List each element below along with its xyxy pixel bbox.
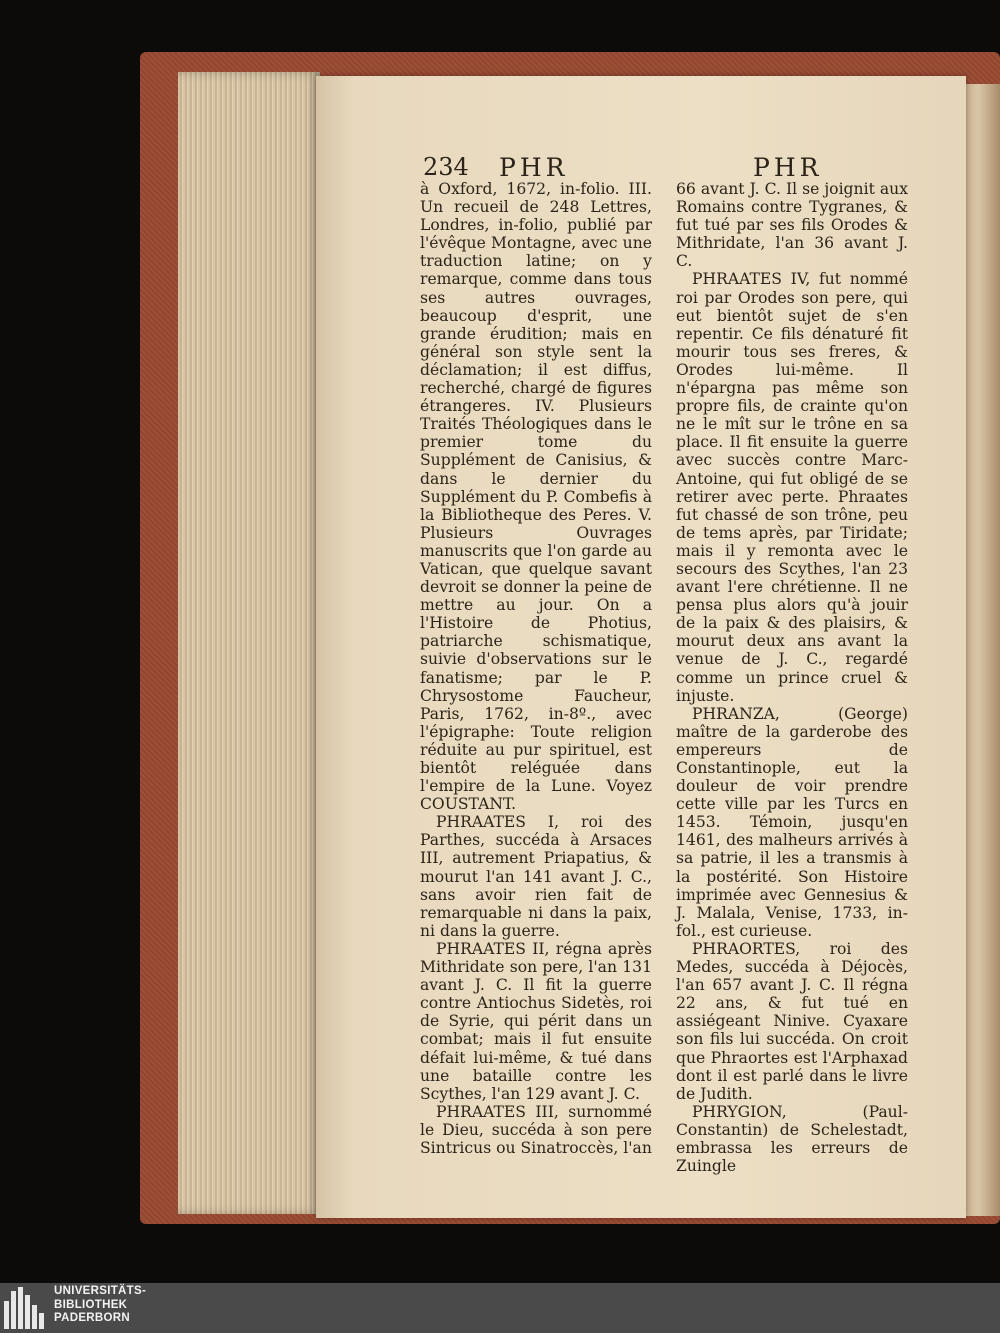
page-block-edge <box>178 72 320 1214</box>
dictionary-entry: PHRAORTES, roi des Medes, succéda à Déjocès, l'an 657 avant J. C. Il régna 22 ans, & fut tué en assiégeant Ninive. Cyaxare son fils lui succéda. On croit que Phraortes est l'Arphaxad dont il est parlé dans le livre de Judith. <box>676 939 908 1103</box>
dictionary-entry: PHRYGION, (Paul-Constantin) de Schelestadt, embrassa les erreurs de Zuingle <box>676 1102 908 1176</box>
running-head-right: PHR <box>753 153 823 182</box>
paragraph: à Oxford, 1672, in-folio. III. Un recueil de 248 Lettres, Londres, in-folio, publié par l'évêque Montagne, avec une traduction latine; on y remarque, comme dans tous ses autres ouvrages, beaucoup d'esprit, une grande érudition; mais en général son style sent la déclamation; il est diffus, recherché, chargé de figures étrangeres. IV. Plusieurs Traités Théologiques dans le premier tome du Supplément de Canisius, & dans le dernier du Supplément du P. Combefis à la Bibliotheque des Peres. V. Plusieurs Ouvrages manuscrits que l'on garde au Vatican, que quelque savant devroit se donner la peine de mettre au jour. On a l'Histoire de Photius, patriarche schismatique, suivie d'observations sur le fanatisme; par le P. Chrysostome Faucheur, Paris, 1762, in-8º., avec l'épigraphe: Toute religion réduite au pur spirituel, est bientôt reléguée dans l'empire de la Lune. Voyez COUSTANT. <box>420 180 652 814</box>
library-footer-bar <box>0 1283 1000 1333</box>
library-name-line: PADERBORN <box>54 1312 130 1324</box>
library-name-line: BIBLIOTHEK <box>54 1298 128 1311</box>
dictionary-entry: PHRAATES I, roi des Parthes, succéda à Arsaces III, autrement Priapatius, & mourut l'an 141 avant J. C., sans avoir rien fait de remarquable ni dans la paix, ni dans la guerre. <box>420 813 652 940</box>
library-name-line: UNIVERSITÄTS- <box>54 1285 147 1297</box>
paragraph: 66 avant J. C. Il se joignit aux Romains contre Tygranes, & fut tué par ses fils Orodes & Mithridate, l'an 36 avant J. C. <box>676 180 908 271</box>
dictionary-entry: PHRAATES II, régna après Mithridate son pere, l'an 131 avant J. C. Il fit la guerre contre Antiochus Sidetès, roi de Syrie, qui périt dans un combat; mais il fut ensuite défait lui-même, & tué dans une bataille contre les Scythes, l'an 129 avant J. C. <box>420 939 652 1103</box>
running-head-left: PHR <box>499 153 569 182</box>
right-text-column <box>676 180 908 1175</box>
dictionary-entry: PHRAATES IV, fut nommé roi par Orodes son pere, qui eut bientôt sujet de s'en repentir. Ce fils dénaturé fit mourir tous ses freres, & Orodes lui-même. Il n'épargna pas même son propre fils, de crainte qu'on ne le mît sur le trône en sa place. Il fit ensuite la guerre avec succès contre Marc-Antoine, qui fut obligé de se retirer avec perte. Phraates fut chassé de son trône, peu de tems après, par Tiridate; mais il y remonta avec le secours des Scythes, l'an 23 avant l'ere chrétienne. Il ne pensa plus alors qu'à jouir de la paix & des plaisirs, & mourut deux ans avant la venue de J. C., regardé comme un prince cruel & injuste. <box>676 270 908 705</box>
dictionary-entry: PHRANZA, (George) maître de la garderobe des empereurs de Constantinople, eut la douleur de voir prendre cette ville par les Turcs en 1453. Témoin, jusqu'en 1461, des malheurs arrivés à sa patrie, il les a transmis à la postérité. Son Histoire imprimée avec Gennesius & J. Malala, Venise, 1733, in-fol., est curieuse. <box>676 704 908 940</box>
facing-page-edge <box>964 84 1000 1216</box>
library-name <box>54 1285 146 1326</box>
left-text-column <box>420 180 652 1157</box>
page-number: 234 <box>423 153 469 181</box>
dictionary-entry: PHRAATES III, surnommé le Dieu, succéda à son pere Sintricus ou Sinatroccès, l'an <box>420 1102 652 1157</box>
library-logo-icon <box>4 1287 48 1329</box>
